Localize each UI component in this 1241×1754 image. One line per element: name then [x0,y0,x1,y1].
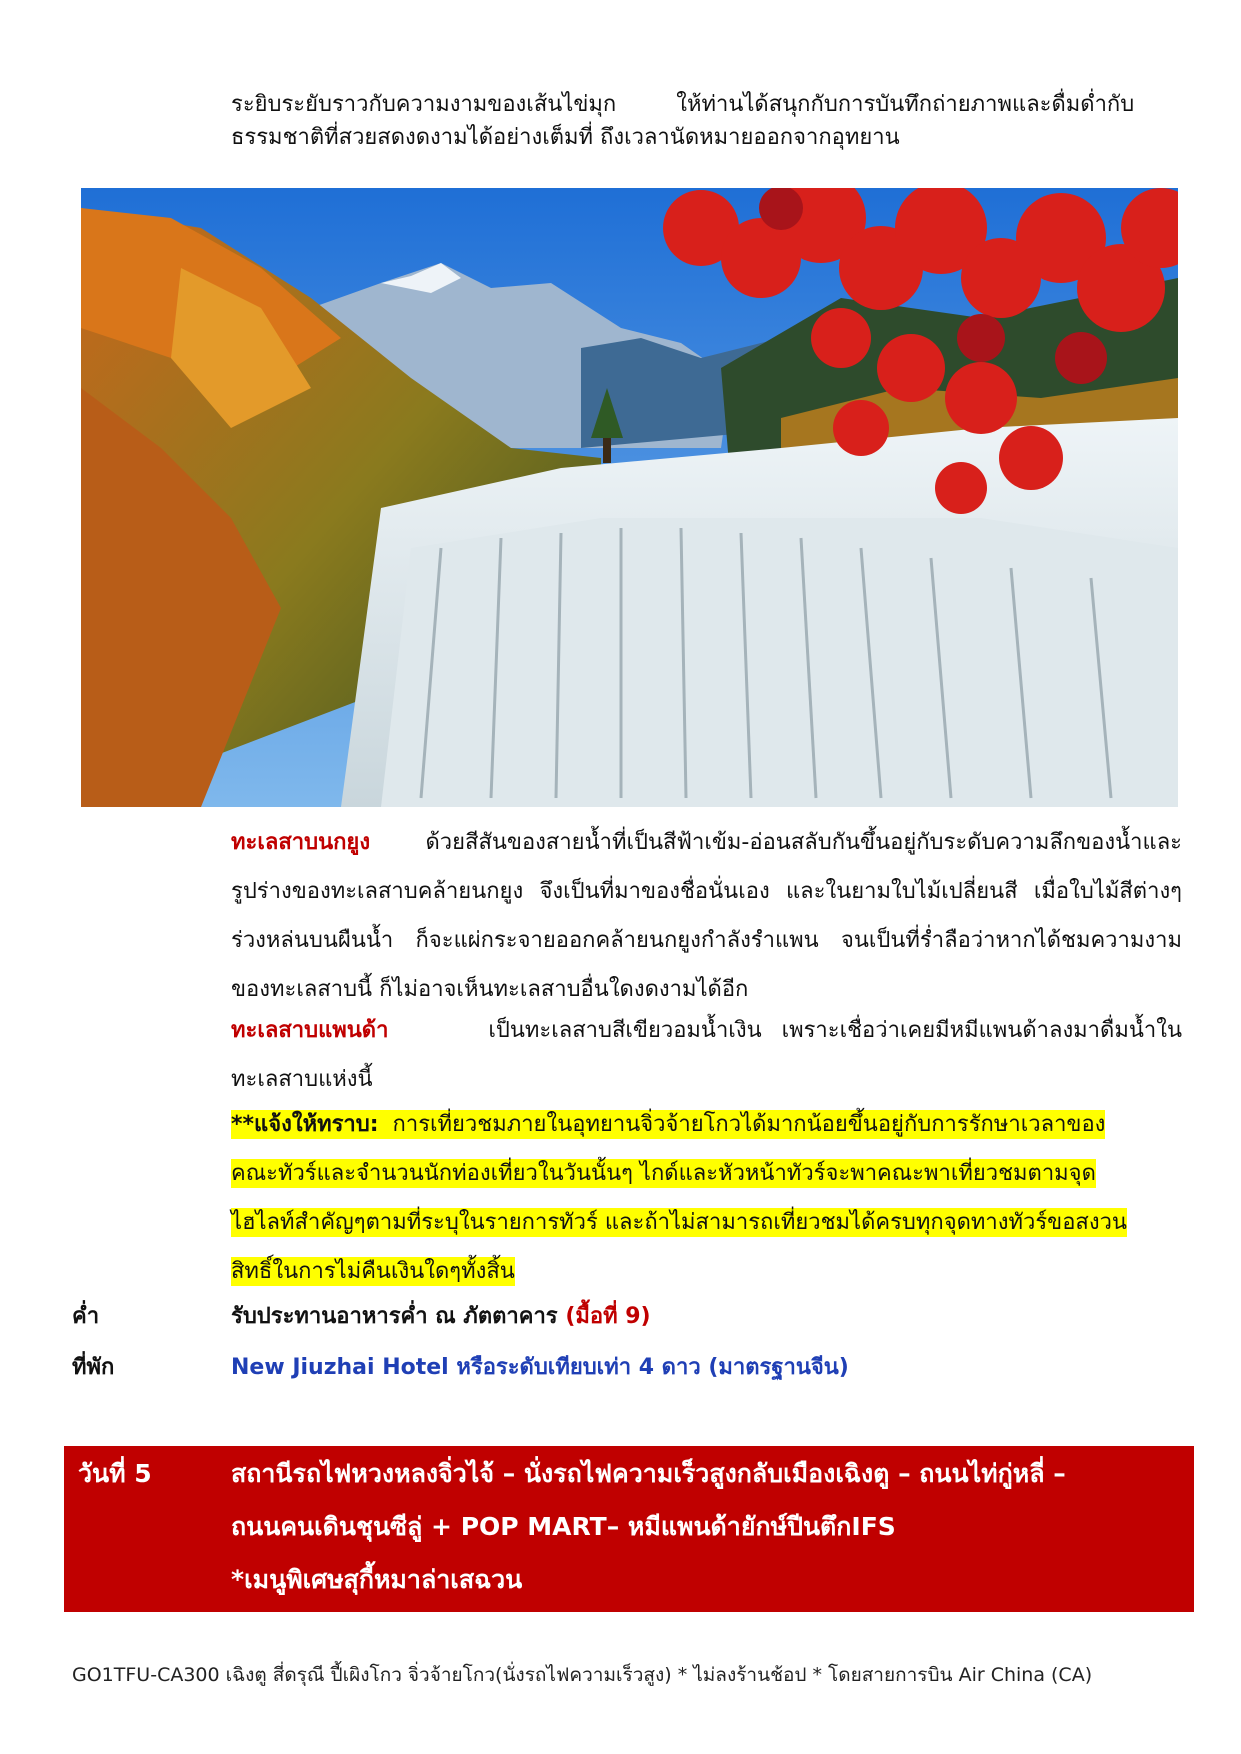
notice-line-4 [231,1247,1182,1296]
day-5-label: วันที่ 5 [78,1459,152,1488]
intro-line-1 [231,88,1182,121]
intro-text-1a: ระยิบระยับราวกับความงามของเส้นไข่มุก [231,92,617,117]
notice-block [231,1100,1182,1296]
peacock-lake-title: ทะเลสาบนกยูง [231,830,371,855]
hotel-row [72,1348,1182,1388]
meal-number: (มื้อที่ 9) [565,1304,651,1329]
intro-line-2: ธรรมชาติที่สวยสดงดงามได้อย่างเต็มที่ ถึงเวลานัดหมายออกจากอุทยาน [231,125,900,150]
day-5-line-3: *เมนูพิเศษสุกี้หมาล่าเสฉวน [231,1565,523,1594]
notice-text-2: คณะทัวร์และจำนวนนักท่องเที่ยวในวันนั้นๆ ไกด์และหัวหน้าทัวร์จะพาคณะพาเที่ยวชมตามจุด [231,1161,1096,1186]
dinner-text: รับประทานอาหารค่ำ ณ ภัตตาคาร [231,1304,558,1329]
dinner-value [231,1297,651,1337]
page-footer: GO1TFU-CA300 เฉิงตู สี่ดรุณี ปี้เผิงโกว จิ่วจ้ายโกว(นั่งรถไฟความเร็วสูง) * ไม่ลงร้านช้อป * โดยสายการบิน Air China (CA) [72,1664,1093,1686]
intro-text-1b: ให้ท่านได้สนุกกับการบันทึกถ่ายภาพและดื่มด่ำกับ [676,92,1135,117]
peacock-lake-paragraph [231,818,1182,1014]
notice-line-3 [231,1198,1182,1247]
panda-lake-paragraph [231,1006,1182,1104]
panda-lake-text: เป็นทะเลสาบสีเขียวอมน้ำเงิน เพราะเชื่อว่าเคยมีหมีแพนด้าลงมาดื่มน้ำในทะเลสาบแห่งนี้ [231,1018,1183,1092]
day-5-title [231,1454,1181,1613]
peacock-lake-text: ด้วยสีสันของสายน้ำที่เป็นสีฟ้าเข้ม-อ่อนสลับกันขึ้นอยู่กับระดับความลึกของน้ำและรูปร่างของทะเลสาบคล้ายนกยูง จึงเป็นที่มาของชื่อนั่นเอง และในยามใบไม้เปลี่ยนสี เมื่อใบไม้สีต่างๆ ร่วงหล่นบนผืนน้ำ ก็จะแผ่กระจายออกคล้ายนกยูงกำลังรำแพน จนเป็นที่ร่ำลือว่าหากได้ชมความงามของทะเลสาบนี้ ก็ไม่อาจเห็นทะเลสาบอื่นใดงดงามได้อีก [231,830,1182,1002]
notice-line-2 [231,1149,1182,1198]
hotel-label: ที่พัก [72,1355,115,1380]
day-5-line-2: ถนนคนเดินชุนซีลู่ + POP MART– หมีแพนด้ายักษ์ปีนตึกIFS [231,1512,896,1541]
notice-text-3: ไฮไลท์สำคัญๆตามที่ระบุในรายการทัวร์ และถ้าไม่สามารถเที่ยวชมได้ครบทุกจุดทางทัวร์ขอสงวน [231,1210,1127,1235]
notice-line-1 [231,1100,1182,1149]
notice-text-1: การเที่ยวชมภายในอุทยานจิ่วจ้ายโกวได้มากน้อยขึ้นอยู่กับการรักษาเวลาของ [392,1112,1106,1137]
notice-label: **แจ้งให้ทราบ: [231,1112,379,1137]
hotel-value: New Jiuzhai Hotel หรือระดับเทียบเท่า 4 ดาว (มาตรฐานจีน) [231,1355,849,1380]
waterfall-autumn-photo [81,188,1178,807]
day-5-header [64,1446,1194,1612]
panda-lake-title: ทะเลสาบแพนด้า [231,1018,389,1043]
dinner-row [72,1297,1182,1337]
notice-text-4: สิทธิ์ในการไม่คืนเงินใดๆทั้งสิ้น [231,1259,515,1284]
intro-paragraph [231,88,1182,154]
day-5-line-1: สถานีรถไฟหวงหลงจิ่วไจ้ – นั่งรถไฟความเร็วสูงกลับเมืองเฉิงตู – ถนนไท่กู่หลี่ – [231,1459,1066,1488]
dinner-label: ค่ำ [72,1304,100,1329]
